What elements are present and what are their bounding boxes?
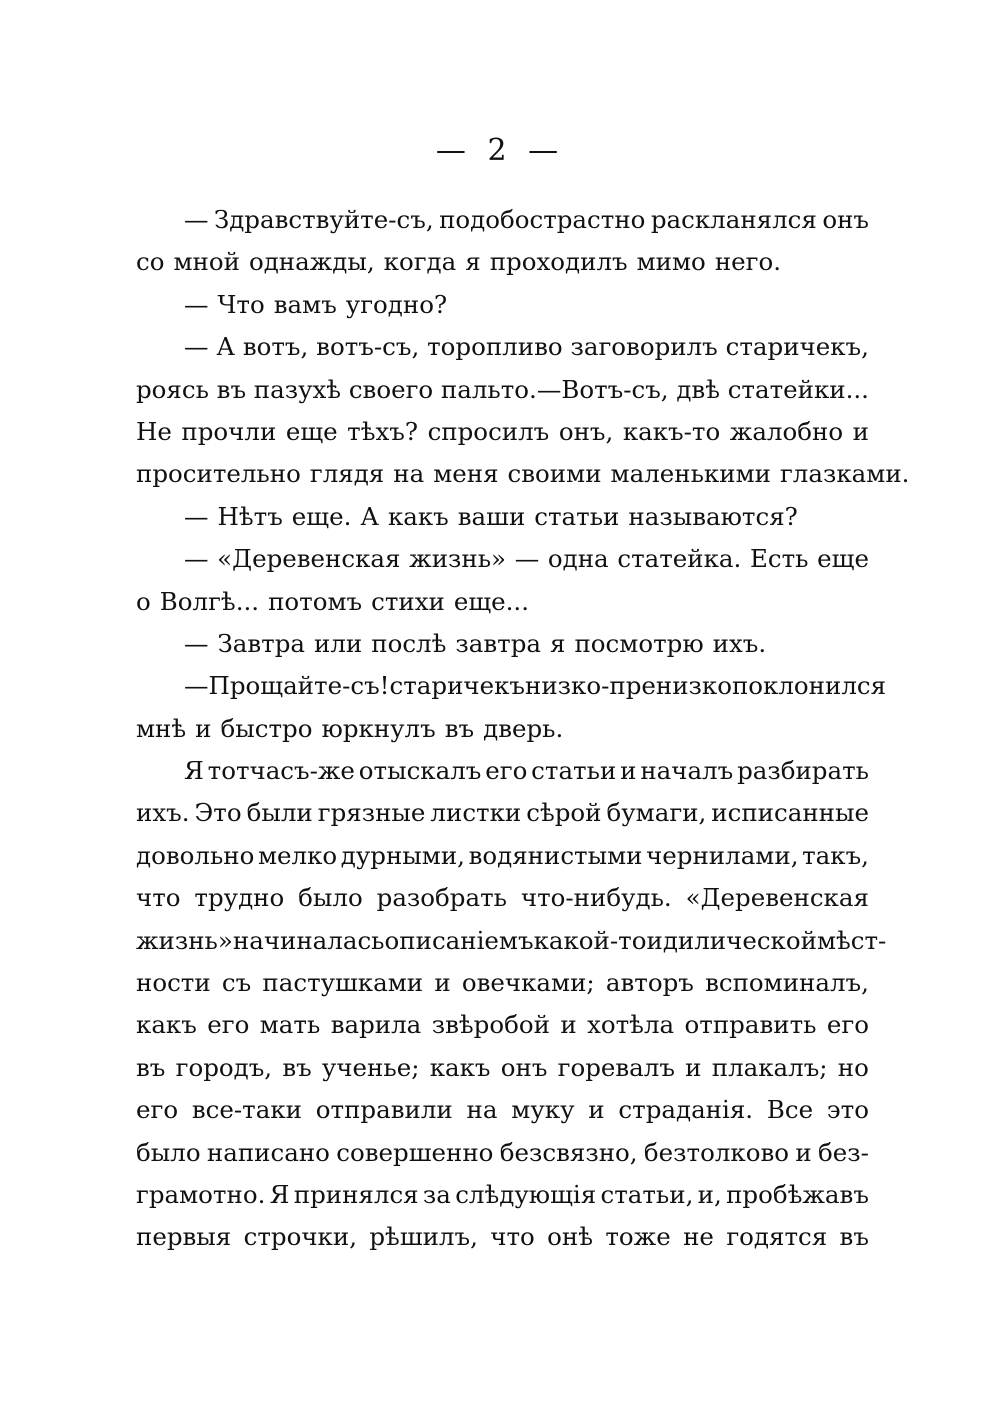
word: безсвязно, bbox=[499, 1137, 638, 1167]
word: первыя bbox=[136, 1222, 232, 1252]
word: я bbox=[550, 628, 566, 658]
word: ности bbox=[136, 968, 211, 998]
word: вспоминалъ, bbox=[705, 968, 869, 998]
word: вотъ, bbox=[242, 332, 309, 362]
word: плакалъ; bbox=[711, 1052, 828, 1082]
word: что bbox=[136, 883, 181, 913]
word: съ bbox=[221, 968, 252, 998]
word: жизнь» bbox=[136, 925, 233, 955]
word: ихъ. bbox=[712, 628, 767, 658]
word: и bbox=[685, 1052, 702, 1082]
word: рѣшилъ, bbox=[369, 1222, 478, 1252]
text-line bbox=[136, 962, 869, 1004]
word: грамотно. bbox=[136, 1179, 266, 1209]
word: статейка. bbox=[617, 544, 742, 574]
word: разбирать bbox=[737, 756, 869, 786]
word: со bbox=[136, 247, 165, 277]
word: но bbox=[837, 1052, 869, 1082]
word: пальто.—Вотъ-съ, bbox=[440, 374, 669, 404]
word: листки bbox=[430, 798, 522, 828]
word: старичекъ bbox=[389, 671, 525, 701]
word: Здравствуйте-съ, bbox=[213, 205, 434, 234]
word: трудно bbox=[194, 883, 285, 913]
text-line bbox=[136, 792, 869, 834]
word: и, bbox=[697, 1179, 722, 1209]
word: было bbox=[136, 1137, 201, 1167]
word: Это bbox=[194, 798, 242, 828]
word: городъ, bbox=[175, 1052, 273, 1082]
word: на bbox=[466, 1095, 498, 1125]
word: что-нибудь. bbox=[520, 883, 672, 913]
word: торопливо bbox=[427, 332, 563, 362]
word: своими bbox=[507, 459, 602, 489]
word: грязные bbox=[317, 798, 426, 828]
word: началъ bbox=[640, 756, 734, 786]
word: разобрать bbox=[376, 883, 507, 913]
word: двѣ bbox=[676, 374, 720, 404]
word: овечками; bbox=[461, 968, 595, 998]
text-line bbox=[136, 623, 869, 665]
word: — bbox=[184, 671, 209, 701]
word: годятся bbox=[726, 1222, 828, 1252]
word: за bbox=[422, 1179, 451, 1209]
word: онъ bbox=[500, 1052, 548, 1082]
word: авторъ bbox=[605, 968, 694, 998]
word: онъ, bbox=[558, 416, 614, 446]
word: Прощайте-съ! bbox=[208, 671, 390, 701]
word: и bbox=[434, 968, 451, 998]
word: жизнь» bbox=[409, 544, 507, 574]
word: маленькими bbox=[610, 459, 771, 489]
word: отыскалъ bbox=[358, 756, 482, 786]
word: или bbox=[314, 628, 363, 658]
word: такъ, bbox=[802, 840, 869, 870]
word: жалобно bbox=[729, 416, 844, 446]
word: пробѣжавъ bbox=[726, 1179, 869, 1209]
word: завтра bbox=[455, 628, 541, 658]
word: были bbox=[246, 798, 313, 828]
page-number: — 2 — bbox=[435, 133, 565, 168]
text-line bbox=[136, 1132, 869, 1174]
word: Я bbox=[269, 1179, 290, 1209]
word: что bbox=[490, 1222, 535, 1252]
word: «Деревенская bbox=[685, 883, 869, 913]
word: А bbox=[216, 332, 235, 362]
word: какъ-то bbox=[622, 416, 721, 446]
word: глазками. bbox=[779, 459, 910, 489]
word: какой-то bbox=[533, 925, 647, 955]
text-line bbox=[136, 665, 887, 707]
text-line bbox=[136, 411, 869, 453]
word: послѣ bbox=[371, 628, 447, 658]
word: Нѣтъ bbox=[217, 501, 283, 531]
text-line bbox=[136, 1004, 869, 1046]
word: было bbox=[298, 883, 363, 913]
text-line bbox=[136, 496, 869, 538]
word: «Деревенская bbox=[217, 544, 401, 574]
word: без- bbox=[818, 1137, 869, 1167]
word: ихъ. bbox=[136, 798, 190, 828]
word: описаніемъ bbox=[384, 925, 534, 955]
word: Я bbox=[184, 756, 204, 786]
word: мѣст- bbox=[816, 925, 887, 955]
word: это bbox=[826, 1095, 869, 1125]
word: принялся bbox=[293, 1179, 419, 1209]
word: о bbox=[136, 586, 151, 616]
word: страданія. bbox=[618, 1095, 754, 1125]
word: совершенно bbox=[336, 1137, 494, 1167]
word: стихи bbox=[371, 586, 445, 616]
word: онѣ bbox=[547, 1222, 593, 1252]
text-line bbox=[136, 920, 887, 962]
word: Все bbox=[766, 1095, 814, 1125]
word: въ bbox=[839, 1222, 869, 1252]
word: — bbox=[514, 544, 540, 574]
word: водянистыми bbox=[468, 840, 643, 870]
word: проходилъ bbox=[489, 247, 628, 277]
word: называются? bbox=[628, 501, 798, 531]
word: мной bbox=[173, 247, 240, 277]
word: угодно? bbox=[345, 289, 448, 319]
word: глядя bbox=[309, 459, 385, 489]
word: своего bbox=[348, 374, 434, 404]
word: муку bbox=[511, 1095, 575, 1125]
word: — bbox=[184, 332, 209, 362]
word: посмотрю bbox=[574, 628, 704, 658]
word: чернилами, bbox=[646, 840, 799, 870]
word: мелко bbox=[257, 840, 338, 870]
word: поклонился bbox=[731, 671, 887, 701]
word: тотчасъ-же bbox=[207, 756, 355, 786]
text-line bbox=[136, 453, 910, 495]
word: статейки... bbox=[727, 374, 869, 404]
word: и bbox=[195, 713, 212, 743]
word: — bbox=[184, 501, 209, 531]
text-line bbox=[136, 199, 869, 241]
word: него. bbox=[714, 247, 782, 277]
word: начиналась bbox=[232, 925, 385, 955]
text-line bbox=[136, 1047, 869, 1089]
word: мнѣ bbox=[136, 713, 187, 743]
word: однажды, bbox=[248, 247, 375, 277]
word: быстро bbox=[220, 713, 313, 743]
word: слѣдующія bbox=[455, 1179, 597, 1209]
word: звѣробой bbox=[431, 1010, 550, 1040]
word: его bbox=[207, 1010, 250, 1040]
word: все-таки bbox=[191, 1095, 302, 1125]
word: хотѣла bbox=[587, 1010, 675, 1040]
word: еще bbox=[285, 416, 338, 446]
text-line bbox=[136, 708, 869, 750]
word: прочли bbox=[181, 416, 277, 446]
word: тоже bbox=[605, 1222, 671, 1252]
word: варила bbox=[330, 1010, 422, 1040]
word: — bbox=[184, 628, 209, 658]
word: — bbox=[184, 205, 209, 234]
word: бумаги, bbox=[606, 798, 707, 828]
text-line bbox=[136, 750, 869, 792]
word: вамъ bbox=[273, 289, 337, 319]
word: вотъ-съ, bbox=[316, 332, 420, 362]
word: потомъ bbox=[268, 586, 363, 616]
word: мать bbox=[259, 1010, 321, 1040]
word: написано bbox=[206, 1137, 330, 1167]
word: низко-пренизко bbox=[525, 671, 732, 701]
word: когда bbox=[383, 247, 457, 277]
word: еще. bbox=[291, 501, 352, 531]
word: отправить bbox=[684, 1010, 817, 1040]
word: спросилъ bbox=[427, 416, 550, 446]
word: безтолково bbox=[643, 1137, 790, 1167]
word: Не bbox=[136, 416, 172, 446]
word: пастушками bbox=[262, 968, 424, 998]
word: какъ bbox=[136, 1010, 197, 1040]
word: сѣрой bbox=[526, 798, 602, 828]
word: меня bbox=[433, 459, 499, 489]
word: заговорилъ bbox=[570, 332, 718, 362]
text-line bbox=[136, 538, 869, 580]
text-line bbox=[136, 241, 869, 283]
word: отправили bbox=[315, 1095, 453, 1125]
word: его bbox=[485, 756, 528, 786]
word: какъ bbox=[429, 1052, 491, 1082]
word: еще bbox=[817, 544, 869, 574]
word: строчки, bbox=[243, 1222, 357, 1252]
word: статьи, bbox=[600, 1179, 694, 1209]
word: пазухѣ bbox=[253, 374, 342, 404]
word: идилической bbox=[646, 925, 817, 955]
word: въ bbox=[444, 713, 475, 743]
word: не bbox=[683, 1222, 714, 1252]
word: Волгѣ... bbox=[159, 586, 260, 616]
word: и bbox=[560, 1010, 577, 1040]
word: статьи bbox=[534, 501, 620, 531]
word: дверь. bbox=[483, 713, 564, 743]
word: роясь bbox=[136, 374, 209, 404]
body-text bbox=[136, 199, 910, 1259]
text-line bbox=[136, 1174, 869, 1216]
word: въ bbox=[216, 374, 247, 404]
word: Что bbox=[217, 289, 265, 319]
word: какъ bbox=[387, 501, 449, 531]
text-line bbox=[136, 835, 869, 877]
text-line bbox=[136, 1216, 869, 1258]
text-line bbox=[136, 581, 869, 623]
word: дурными, bbox=[340, 840, 465, 870]
word: и bbox=[852, 416, 869, 446]
word: подобострастно bbox=[439, 205, 646, 234]
text-line bbox=[136, 284, 869, 326]
text-line bbox=[136, 369, 869, 411]
word: я bbox=[465, 247, 481, 277]
word: ваши bbox=[457, 501, 526, 531]
word: въ bbox=[136, 1052, 166, 1082]
word: мимо bbox=[636, 247, 706, 277]
word: еще... bbox=[453, 586, 529, 616]
word: въ bbox=[282, 1052, 312, 1082]
word: горевалъ bbox=[557, 1052, 675, 1082]
word: и bbox=[795, 1137, 812, 1167]
word: на bbox=[393, 459, 425, 489]
word: Завтра bbox=[217, 628, 306, 658]
word: А bbox=[360, 501, 379, 531]
word: его bbox=[826, 1010, 869, 1040]
word: и bbox=[620, 756, 637, 786]
word: одна bbox=[547, 544, 609, 574]
word: статьи bbox=[531, 756, 617, 786]
word: и bbox=[588, 1095, 605, 1125]
word: старичекъ, bbox=[725, 332, 869, 362]
word: просительно bbox=[136, 459, 301, 489]
text-line bbox=[136, 1089, 869, 1131]
text-line bbox=[136, 877, 869, 919]
word: тѣхъ? bbox=[347, 416, 419, 446]
word: довольно bbox=[136, 840, 255, 870]
word: онъ bbox=[822, 205, 869, 234]
word: раскланялся bbox=[650, 205, 817, 234]
word: — bbox=[184, 289, 209, 319]
word: юркнулъ bbox=[321, 713, 436, 743]
text-line bbox=[136, 326, 869, 368]
word: ученье; bbox=[321, 1052, 420, 1082]
word: — bbox=[184, 544, 209, 574]
word: Есть bbox=[750, 544, 809, 574]
word: исписанные bbox=[711, 798, 869, 828]
word: его bbox=[136, 1095, 179, 1125]
